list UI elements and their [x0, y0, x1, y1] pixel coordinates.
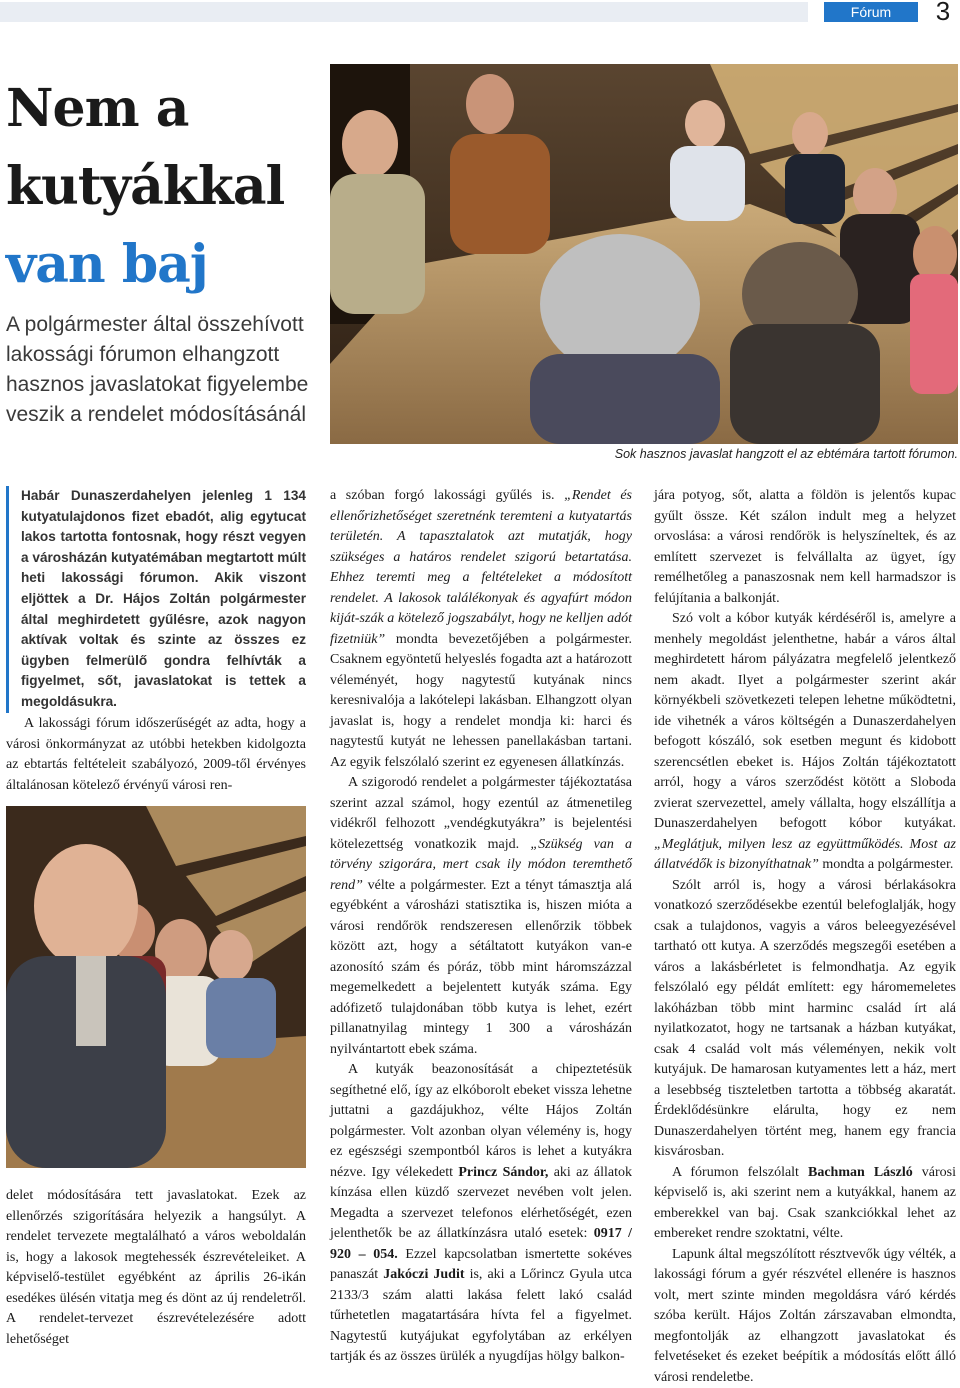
paragraph: [654, 1163, 956, 1245]
text-run: városi képviselő is, aki szerint nem a kutyákkal, hanem az emberekkel van baj. Csak szankciókkal lehet az embereket rendre szoktatni, vélte.: [654, 1165, 956, 1242]
body-column-1-bottom: [6, 1186, 306, 1350]
audience-photo-icon: [6, 806, 306, 1168]
body-column-3: [654, 486, 956, 1388]
page-header: [0, 0, 960, 28]
quote: „Rendet és ellenőrizhetőséget szeretnénk teremteni a kutyatartás területén. A tapasztalatok azt mutatják, hogy szükséges a határos rendelet szigorú betartatása. Ehhez teremti meg a feltételeket a módosított rendelet. A lakosok találékonyak és agyafúrt módon kiját-szák a kötelező jogszabályt, hogy ne kelljen adót fizetniük”: [330, 488, 632, 647]
title-line-3: van baj: [6, 226, 326, 304]
page-number: 3: [928, 0, 958, 27]
paragraph: delet módosítására tett javaslatokat. Ezek az ellenőrzés szigorítására helyezik a hangsúlyt. A rendelet tervezete megtalálható a város weboldalán is, hogy a lakosok megtehessék észrevételeiket. A képviselő-testület egyébként az április 26-ikán esedékes ülésén vitatja meg és dönt az új rendeletről. A rendelet-tervezet észrevételezésére adott lehetőséget: [6, 1186, 306, 1350]
photo-caption: Sok hasznos javaslat hangzott el az ebtémára tartott fórumon.: [600, 447, 958, 461]
text-run: is, aki a Lőrincz Gyula utca 2133/3 szám alatti lakása felett lakó család tűrhetetlen magatartására hívta fel a figyelmet. Nagytestű kutyájukat egyfolytában az erkélyen tartják és az összes ürülék a nyugdíjas hölgy balkon-: [330, 1267, 632, 1364]
person-name: Bachman László: [808, 1165, 913, 1180]
section-label: Fórum: [824, 2, 918, 22]
meeting-photo-icon: [330, 64, 958, 444]
person-name: Jakóczi Judit: [383, 1267, 464, 1282]
audience-photo: [6, 806, 306, 1168]
text-run: A szigorodó rendelet a polgármester tájékoztatása szerint azzal számol, hogy ezentúl az átmenetileg vidékről felhozott „vendégkutyákra” is bejelentési kötelezettség vonatkozik majd.: [330, 775, 632, 852]
text-run: mondta a polgármester.: [822, 857, 953, 872]
text-run: aki az állatok kínzása ellen küzdő szervezet nevében volt jelen. Megadta a szervezet telefonos elérhetőségét, ezen jelenthetők be az állatkínzásra utaló esetek:: [330, 1165, 632, 1242]
text-run: Szó volt a kóbor kutyák kérdéséről is, amelyre a menhely megoldást jelenthetne, habár a város által meghirdetett három pályázatra megfelelő jelentkező nem akadt. Ilyet a polgármester szerint akár környékbeli szövetkezeti telepen lehetne működtetni, ide vihetnék a város költségén a Dunaszerdahelyen befogott kószáló, sok esetben megunt és kidobott szerencsétlen ebeket is. Hájos Zoltán tájékoztatott arról, hogy a város szerződést kötött a Sloboda zvierat szervezettel, amely vállalta, hogy elszállítja a Dunaszerdahelyen befogott kóbor kutyákat.: [654, 611, 956, 831]
paragraph: [330, 1060, 632, 1368]
person-name: Princz Sándor,: [458, 1165, 548, 1180]
paragraph: Lapunk által megszólított résztvevők úgy vélték, a lakossági fórum a gyér részvétel ellenére is hasznos volt, mert szinte minden megoldásra váró kérdés szóba került. Hájos Zoltán zárszavaban elmondta, megfontolják az elhangzott javaslatokat és felvetéseket és ezeket beépítik a módosítás előtt álló városi rendeletbe.: [654, 1245, 956, 1388]
text-run: vélte a polgármester. Ezt a tényt támasztja alá egyébként a városházi statisztika is, hiszen mióta a városi rendőrök rendszeresen ellenőrzik többek között azt, hogy a sétáltatott kutyákon van-e azonosító szám és póráz, több mint háromszázzal megemelkedett a bejelentett kutyák száma. Egy adófizető tulajdonában több kutya is lehet, ezért pillanatnyilag mintegy 1 300 a városházán nyilvántartott ebek száma.: [330, 878, 632, 1057]
text-run: A fórumon felszólalt: [672, 1165, 799, 1180]
quote: „Meglátjuk, milyen lesz az együttműködés. Most az állatvédők is bizonyíthatnak”: [654, 837, 956, 873]
body-column-2: [330, 486, 632, 1368]
article-title: [6, 70, 326, 304]
text-run: Ezzel kapcsolatban ismertette sokéves panaszát: [330, 1247, 632, 1283]
article-lead: Habár Dunaszerdahelyen jelenleg 1 134 kutyatulajdonos fizet ebadót, alig egytucat lakos tartotta fontosnak, hogy részt vegyen a városházán kutyatémában megtartott múlt heti lakossági fórumon. Akik viszont eljöttek a Dr. Hájos Zoltán polgármester által meghirdetett gyűlésre, azok nagyon aktívak voltak és szinte az összes ez ügyben felmerülő gondra felhívták a figyelmet, sőt, javaslatokat is tettek a megoldásukra.: [6, 486, 306, 713]
meeting-photo: [330, 64, 958, 444]
paragraph: jára potyog, sőt, alatta a földön is jelentős kupac gyűlt össze. Két szálon indult meg a helyzet orvoslása: a városi rendőrök is helyszíneltek, és az említett szervezet is felvállalta az ügyet, így remélhetőleg a panaszosnak nem kell harmadszor is felújítania a balkonját.: [654, 486, 956, 609]
paragraph: Szólt arról is, hogy a városi bérlakásokra vonatkozó szerződésekbe ezentúl belefoglalják, hogy csak a tulajdonos, vagyis a város beleegyezésével tartható ott kutya. A szerződés megszegői esetében a város a lakásbérletet is felmondhatja. Az egyik felszólaló egy példát említett: egy háromemeletes lakóházban több mint harminc család írt alá nyilatkozatot, hogy ne tartsanak a házban kutyákat, csak 4 család volt más véleményen, nekik volt kutyájuk. De hamarosan kutyamentes lett a ház, mert a lesebbség tiszteletben tartotta a többség akaratát. Érdeklődésünkre elárulta, hogy ez nem Dunaszerdahelyen történt meg, hanem egy francia kisvárosban.: [654, 876, 956, 1163]
text-run: mondta bevezetőjében a polgármester. Csaknem egyöntetű helyeslés fogadta azt a határozott véleményét, hogy nagytestű kutyának nincs keresnivalója a lakótelepi lakásban. Elhangzott olyan javaslat is, hogy a rendelet mondja ki: harci és nagytestű kutyát ne lehessen panellakásban tartani. Az egyik felszólaló szerint ez egyenesen állatkínzás.: [330, 632, 632, 770]
text-run: A kutyák beazonosítását a chipeztetésük segíthetné elő, így az elkóborolt ebeket vissza lehetne juttatni a gazdájukhoz, vélte Hájos Zoltán polgármester. Volt azonban olyan vélemény is, hogy ez egészségi szempontból káros is lehet a kutyákra nézve. Igy vélekedett: [330, 1062, 632, 1180]
quote: „Szükség van a törvény szigorára, mert csak ily módon teremthető rend”: [330, 837, 632, 893]
text-run: a szóban forgó lakossági gyűlés is.: [330, 488, 555, 503]
paragraph: [330, 773, 632, 1060]
body-column-1-top: [6, 714, 306, 796]
paragraph: [330, 486, 632, 773]
header-strip: [0, 2, 808, 22]
paragraph: A lakossági fórum időszerűségét az adta, hogy a városi önkormányzat az utóbbi hetekben kidolgozta az ebtartás feltételeit szabályozó, 2009-től érvényes általánosan kötelező érvényű városi ren-: [6, 714, 306, 796]
title-line-1: Nem a: [6, 70, 326, 148]
paragraph: [654, 609, 956, 876]
article-subtitle: A polgármester által összehívott lakossági fórumon elhangzott hasznos javaslatokat figyelembe veszik a rendelet módosításánál: [6, 310, 328, 430]
phone-number: 0917 / 920 – 054.: [330, 1226, 632, 1262]
title-line-2: kutyákkal: [6, 148, 326, 226]
